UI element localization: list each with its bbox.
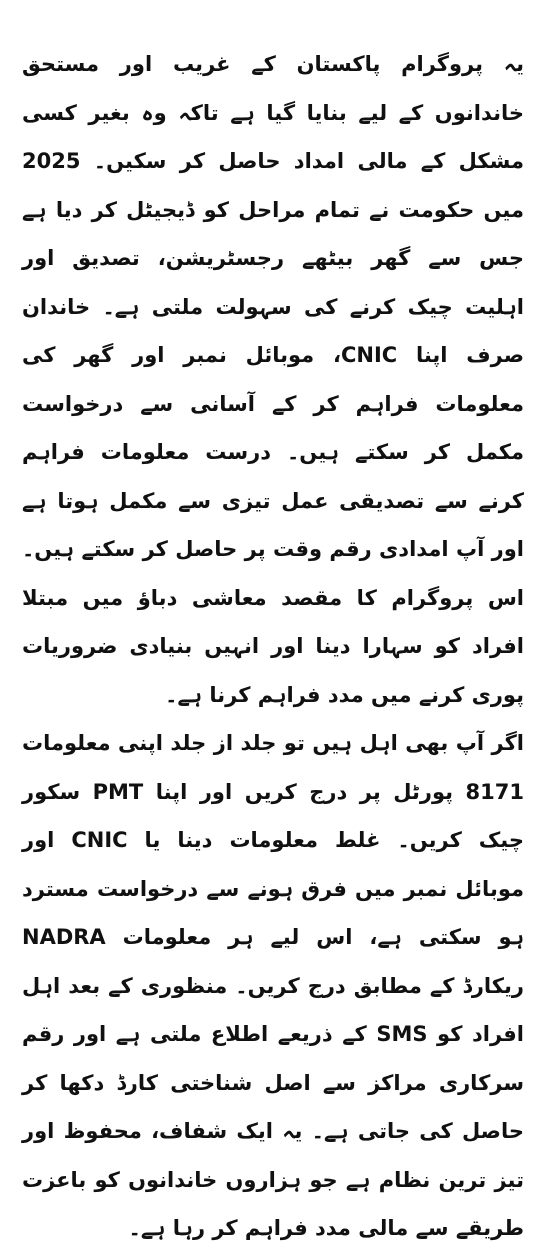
article-paragraph-1: یہ پروگرام پاکستان کے غریب اور مستحق خاندانوں کے لیے بنایا گیا ہے تاکہ وہ بغیر کسی مشکل کے مالی امداد حاصل کر سکیں۔ 2025 میں حکومت نے تمام مراحل کو ڈیجیٹل کر دیا ہے جس سے گھر بیٹھے رجسٹریشن، تصدیق اور اہلیت چیک کرنے کی سہولت ملتی ہے۔ خاندان صرف اپنا CNIC، موبائل نمبر اور گھر کی معلومات فراہم کر کے آسانی سے درخواست مکمل کر سکتے ہیں۔ درست معلومات فراہم کرنے سے تصدیقی عمل تیزی سے مکمل ہوتا ہے اور آپ امدادی رقم وقت پر حاصل کر سکتے ہیں۔ اس پروگرام کا مقصد معاشی دباؤ میں مبتلا افراد کو سہارا دینا اور انہیں بنیادی ضروریات پوری کرنے میں مدد فراہم کرنا ہے۔ — [22, 52, 525, 707]
article-paragraph-2: اگر آپ بھی اہل ہیں تو جلد از جلد اپنی معلومات 8171 پورٹل پر درج کریں اور اپنا PMT سکور چیک کریں۔ غلط معلومات دینا یا CNIC اور موبائل نمبر میں فرق ہونے سے درخواست مسترد ہو سکتی ہے، اس لیے ہر معلومات NADRA ریکارڈ کے مطابق درج کریں۔ منظوری کے بعد اہل افراد کو SMS کے ذریعے اطلاع ملتی ہے اور رقم سرکاری مراکز سے اصل شناختی کارڈ دکھا کر حاصل کی جاتی ہے۔ یہ ایک شفاف، محفوظ اور تیز ترین نظام ہے جو ہزاروں خاندانوں کو باعزت طریقے سے مالی مدد فراہم کر رہا ہے۔ — [22, 731, 524, 1240]
